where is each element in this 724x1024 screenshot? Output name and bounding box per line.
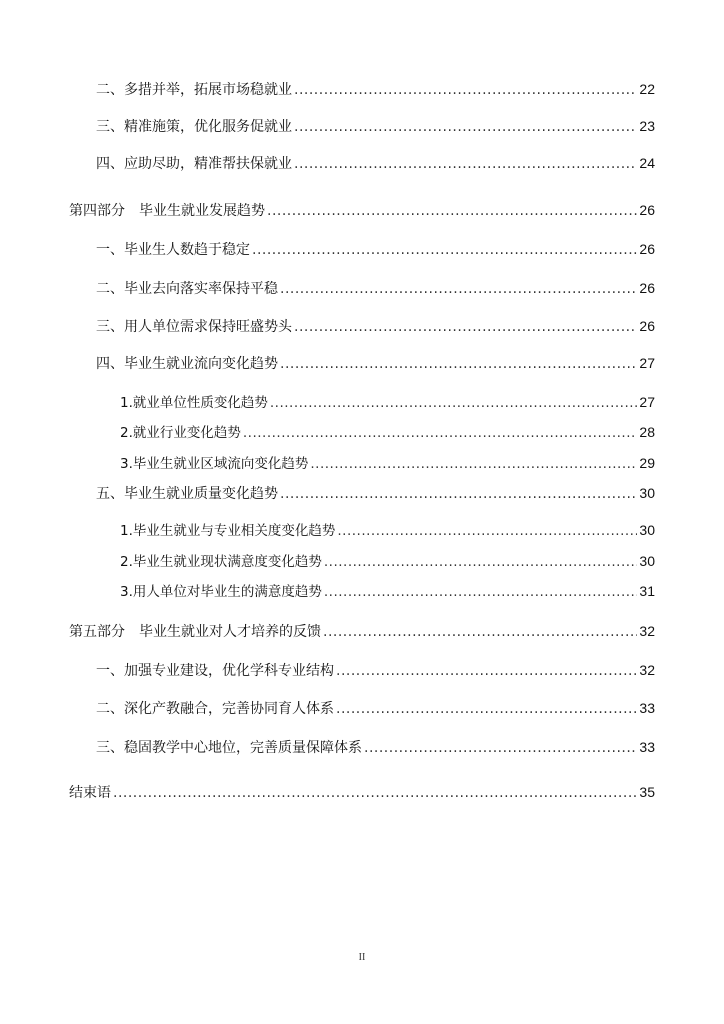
- toc-entry-title: 1.就业单位性质变化趋势: [120, 395, 268, 411]
- toc-entry-page: 23: [639, 118, 655, 134]
- toc-entry-sub[interactable]: [120, 551, 655, 572]
- toc-leader-dots: [243, 423, 638, 443]
- toc-entry-title: 一、毕业生人数趋于稳定: [96, 242, 250, 258]
- toc-entry-title: 3.毕业生就业区域流向变化趋势: [120, 456, 309, 472]
- toc-entry[interactable]: [96, 353, 655, 374]
- toc-leader-dots: [294, 317, 637, 337]
- toc-entry-page: 33: [639, 700, 655, 716]
- toc-entry-title: 一、加强专业建设，优化学科专业结构: [96, 663, 334, 679]
- toc-leader-dots: [337, 521, 637, 541]
- toc-entry[interactable]: [96, 660, 655, 681]
- toc-entry-title: 二、深化产教融合，完善协同育人体系: [96, 701, 334, 717]
- toc-entry-page: 32: [639, 662, 655, 678]
- toc-entry[interactable]: [96, 153, 655, 174]
- toc-entry-page: 33: [639, 739, 655, 755]
- toc-entry-page: 30: [639, 553, 655, 569]
- toc-leader-dots: [267, 201, 637, 221]
- toc-entry-page: 26: [639, 318, 655, 334]
- toc-leader-dots: [294, 80, 637, 100]
- toc-entry[interactable]: [96, 316, 655, 337]
- toc-entry[interactable]: [96, 79, 655, 100]
- toc-entry-sub[interactable]: [120, 581, 655, 602]
- toc-entry-title: 2.就业行业变化趋势: [120, 425, 241, 441]
- toc-leader-dots: [280, 354, 637, 374]
- toc-entry-title: 第五部分 毕业生就业对人才培养的反馈: [69, 624, 321, 640]
- toc-leader-dots: [113, 783, 637, 803]
- toc-leader-dots: [252, 240, 637, 260]
- toc-entry-closing[interactable]: [69, 782, 655, 803]
- toc-entry-page: 35: [639, 784, 655, 800]
- toc-leader-dots: [294, 154, 637, 174]
- toc-entry-title: 三、稳固教学中心地位，完善质量保障体系: [96, 740, 362, 756]
- toc-leader-dots: [336, 699, 637, 719]
- toc-entry-title: 三、精准施策，优化服务促就业: [96, 119, 292, 135]
- toc-entry-page: 29: [639, 455, 655, 471]
- toc-leader-dots: [324, 552, 638, 572]
- toc-entry[interactable]: [96, 239, 655, 260]
- page-number: II: [358, 952, 366, 963]
- toc-entry-page: 26: [639, 280, 655, 296]
- toc-entry-page: 22: [639, 81, 655, 97]
- toc-entry-part[interactable]: [69, 200, 655, 221]
- toc-leader-dots: [294, 117, 637, 137]
- toc-entry-sub[interactable]: [120, 520, 655, 541]
- toc-entry-part[interactable]: [69, 621, 655, 642]
- toc-entry-title: 三、用人单位需求保持旺盛势头: [96, 319, 292, 335]
- toc-entry[interactable]: [96, 116, 655, 137]
- toc-entry-page: 30: [639, 485, 655, 501]
- toc-entry[interactable]: [96, 278, 655, 299]
- toc-entry-title: 四、毕业生就业流向变化趋势: [96, 356, 278, 372]
- toc-leader-dots: [310, 454, 637, 474]
- toc-entry[interactable]: [96, 737, 655, 758]
- toc-leader-dots: [336, 661, 637, 681]
- toc-leader-dots: [364, 738, 637, 758]
- toc-entry-title: 3.用人单位对毕业生的满意度趋势: [120, 584, 322, 600]
- toc-leader-dots: [270, 393, 638, 413]
- toc-entry-title: 1.毕业生就业与专业相关度变化趋势: [120, 523, 336, 539]
- toc-leader-dots: [280, 484, 637, 504]
- toc-entry-page: 32: [639, 623, 655, 639]
- toc-entry-page: 26: [639, 241, 655, 257]
- toc-entry-page: 31: [639, 583, 655, 599]
- toc-entry-title: 二、多措并举，拓展市场稳就业: [96, 82, 292, 98]
- toc-entry-page: 27: [639, 355, 655, 371]
- toc-entry-page: 30: [639, 522, 655, 538]
- toc-entry-title: 二、毕业去向落实率保持平稳: [96, 281, 278, 297]
- toc-entry-sub[interactable]: [120, 422, 655, 443]
- toc-leader-dots: [323, 622, 637, 642]
- toc-entry-page: 27: [639, 394, 655, 410]
- toc-entry-page: 26: [639, 202, 655, 218]
- toc-entry-sub[interactable]: [120, 392, 655, 413]
- toc-entry-title: 2.毕业生就业现状满意度变化趋势: [120, 554, 322, 570]
- toc-entry[interactable]: [96, 698, 655, 719]
- toc-entry-page: 24: [639, 155, 655, 171]
- toc-leader-dots: [280, 279, 637, 299]
- toc-entry-sub[interactable]: [120, 453, 655, 474]
- toc-entry-page: 28: [639, 424, 655, 440]
- toc-entry-title: 第四部分 毕业生就业发展趋势: [69, 203, 265, 219]
- toc-entry-title: 四、应助尽助，精准帮扶保就业: [96, 156, 292, 172]
- toc-entry[interactable]: [96, 483, 655, 504]
- toc-leader-dots: [324, 582, 638, 602]
- toc-entry-title: 结束语: [69, 785, 111, 801]
- toc-entry-title: 五、毕业生就业质量变化趋势: [96, 486, 278, 502]
